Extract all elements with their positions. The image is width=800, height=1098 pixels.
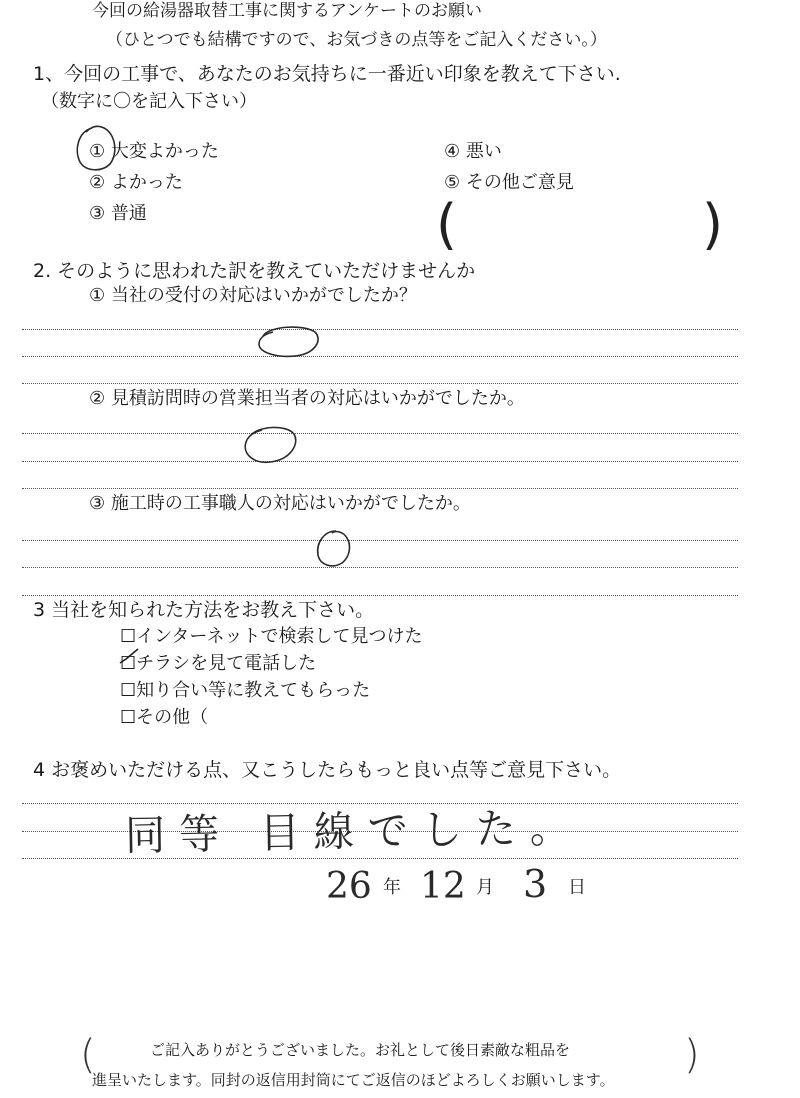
option-label: インターネットで検索して見つけた: [136, 626, 423, 647]
option-label: 普通: [110, 203, 147, 224]
option-label: 大変よかった: [110, 141, 219, 162]
date-month: 12: [420, 866, 466, 907]
answer-line[interactable]: [22, 356, 738, 357]
q3-option-3[interactable]: [120, 682, 370, 700]
q3-question: 3 当社を知られた方法をお教え下さい。: [33, 599, 375, 621]
option-1-hand-circle: [70, 120, 130, 176]
date-year: 26: [326, 866, 372, 907]
option-label: チラシを見て電話した: [136, 653, 317, 674]
option-number: ⑤: [444, 172, 461, 193]
q1-option-3[interactable]: [89, 205, 147, 223]
q1-option-4[interactable]: [444, 143, 502, 161]
option-label: 知り合い等に教えてもらった: [136, 680, 371, 701]
q2-question: 2. そのように思われた訳を教えていただけませんか: [33, 260, 476, 282]
answer-line[interactable]: [22, 329, 738, 330]
date-year-label: 年: [383, 877, 401, 898]
survey-subtitle: （ひとつでも結構ですので、お気づきの点等をご記入ください。）: [106, 30, 607, 50]
q4-handwritten-answer: 同等 目線でした。: [124, 803, 585, 861]
sub-text: 当社の受付の対応はいかがでしたか？: [110, 285, 417, 306]
other-close-paren: ): [702, 193, 724, 256]
checkbox[interactable]: ☐: [120, 680, 137, 701]
option-label: その他（: [136, 707, 209, 728]
check-mark-icon: [118, 647, 140, 671]
q2-2-hand-circle: [240, 420, 304, 470]
q2-sub-3: [89, 495, 471, 513]
answer-line[interactable]: [22, 567, 738, 568]
q2-3-hand-circle: [310, 525, 360, 575]
q2-1-hand-circle: [255, 322, 325, 362]
sub-text: 施工時の工事職人の対応はいかがでしたか。: [110, 493, 471, 514]
q3-option-2[interactable]: [120, 655, 316, 673]
date-day: 3: [523, 862, 548, 906]
answer-line[interactable]: [22, 595, 738, 596]
option-number: ①: [89, 141, 106, 162]
option-label: 悪い: [465, 141, 502, 162]
q2-sub-2: [89, 390, 525, 408]
q1-option-5[interactable]: [444, 174, 574, 192]
footer-close-paren: ): [684, 1032, 700, 1078]
other-open-paren: (: [436, 193, 458, 256]
footer-line-2: 進呈いたします。同封の返信用封筒にてご返信のほどよろしくお願いします。: [92, 1071, 615, 1089]
sub-number: ①: [89, 285, 106, 306]
q1-option-2[interactable]: [89, 174, 183, 192]
option-label: その他ご意見: [465, 172, 574, 193]
checkbox[interactable]: ☐: [120, 707, 137, 728]
q3-option-4[interactable]: [120, 709, 208, 727]
date-day-label: 日: [568, 877, 586, 898]
footer-line-1: ご記入ありがとうございました。お礼として後日素敵な粗品を: [150, 1041, 571, 1059]
option-number: ②: [89, 172, 106, 193]
q3-option-1[interactable]: [120, 628, 423, 646]
q2-sub-1: [89, 287, 417, 305]
sub-text: 見積訪問時の営業担当者の対応はいかがでしたか。: [110, 388, 525, 409]
answer-line[interactable]: [22, 433, 738, 434]
sub-number: ②: [89, 388, 106, 409]
footer-open-paren: (: [80, 1032, 96, 1078]
survey-title: 今回の給湯器取替工事に関するアンケートのお願い: [92, 1, 482, 21]
answer-line[interactable]: [22, 488, 738, 489]
option-label: よかった: [110, 172, 183, 193]
checkbox[interactable]: ☐: [120, 626, 137, 647]
checkbox-checked[interactable]: ☐: [120, 653, 136, 674]
answer-line[interactable]: [22, 383, 738, 384]
option-number: ③: [89, 203, 106, 224]
sub-number: ③: [89, 493, 106, 514]
answer-line[interactable]: [22, 461, 738, 462]
option-number: ④: [444, 141, 461, 162]
q1-instruction: （数字に〇を記入下さい）: [41, 91, 257, 112]
date-month-label: 月: [476, 877, 494, 898]
answer-line[interactable]: [22, 540, 738, 541]
q4-question: 4 お褒めいただける点、又こうしたらもっと良い点等ご意見下さい。: [33, 759, 622, 781]
q1-question: 1、今回の工事で、あなたのお気持ちに一番近い印象を教えて下さい.: [33, 63, 621, 85]
